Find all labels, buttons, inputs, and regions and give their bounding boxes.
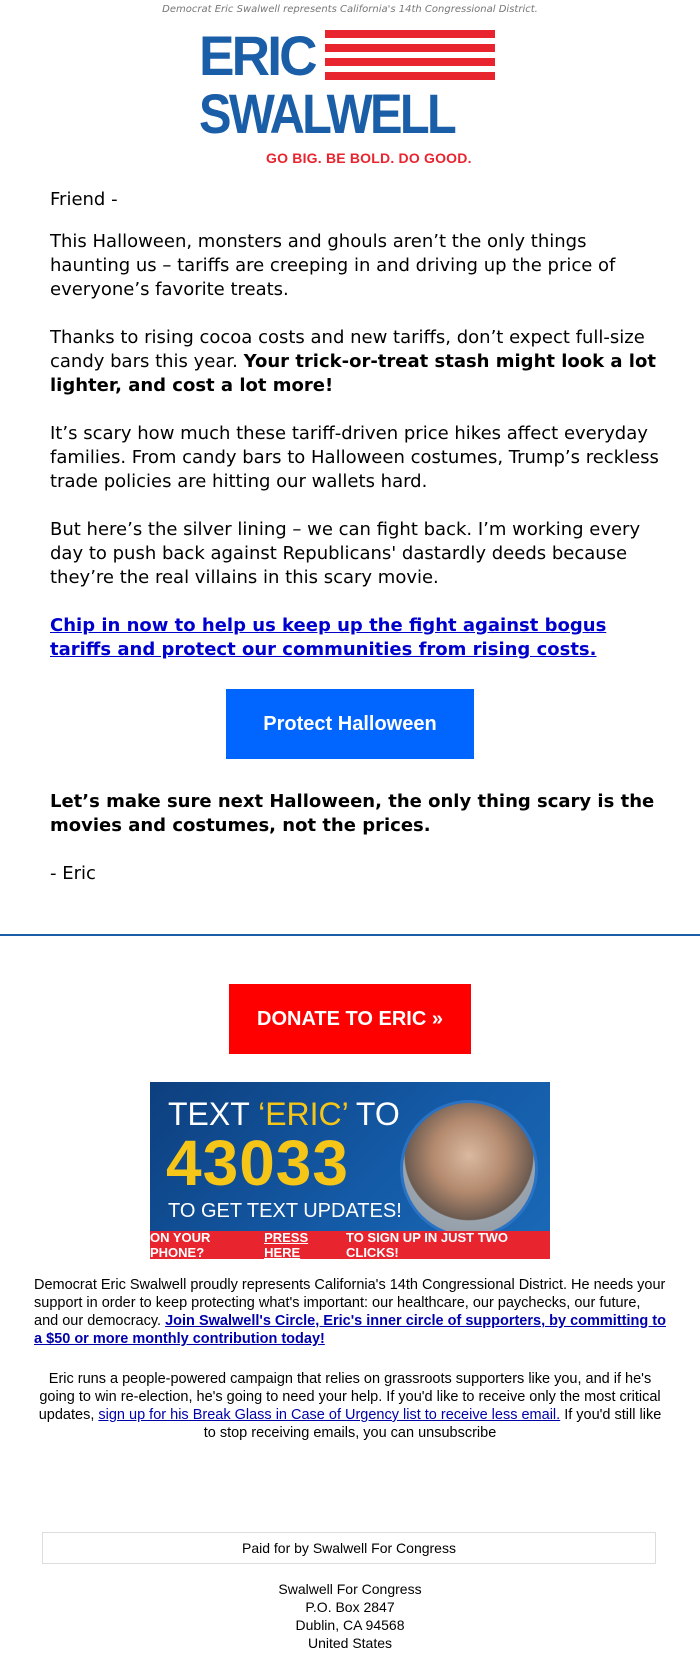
paid-for-box: Paid for by Swalwell For Congress xyxy=(42,1532,656,1564)
paragraph-3 xyxy=(50,422,660,494)
paragraph-2 xyxy=(50,326,660,398)
greeting-text: Friend - xyxy=(50,189,118,210)
address-line: P.O. Box 2847 xyxy=(305,1599,395,1615)
banner-phone-strip xyxy=(150,1231,550,1259)
closing-paragraph xyxy=(50,790,660,838)
strip-press-here: PRESS HERE xyxy=(264,1230,309,1259)
address-line: Swalwell For Congress xyxy=(278,1581,422,1597)
banner-keyword: ‘ERIC’ xyxy=(258,1096,348,1132)
strip-suffix: TO SIGN UP IN JUST TWO CLICKS! xyxy=(345,1230,509,1259)
paragraph-1-text: This Halloween, monsters and ghouls aren’t the only things haunting us – tariffs are creeping in and driving up the price of everyone’s favorite treats. xyxy=(50,231,616,300)
footer-p1-text: Democrat Eric Swalwell proudly represents California's 14th Congressional District. He needs your support in order to keep protecting what's important: our healthcare, our paychecks, our future, and our democracy. xyxy=(34,1277,666,1329)
section-divider xyxy=(0,934,700,936)
candidate-photo xyxy=(400,1100,538,1238)
banner-shortcode: 43033 xyxy=(166,1127,349,1199)
chip-in-paragraph xyxy=(50,614,660,662)
address-line: Dublin, CA 94568 xyxy=(295,1617,405,1633)
footer-paragraph-2 xyxy=(34,1370,666,1442)
paragraph-2-text xyxy=(50,326,660,398)
banner-text-prefix: TEXT xyxy=(168,1096,259,1132)
campaign-logo xyxy=(199,24,499,166)
strip-prefix: ON YOUR PHONE? xyxy=(150,1230,211,1259)
greeting xyxy=(50,188,660,212)
paragraph-1 xyxy=(50,230,660,302)
paragraph-2-plain: Thanks to rising cocoa costs and new tariffs, don’t expect full-size candy bars this year. xyxy=(50,327,645,372)
paragraph-4 xyxy=(50,518,660,590)
signoff xyxy=(50,862,660,886)
donate-button[interactable]: DONATE TO ERIC » xyxy=(229,984,471,1054)
paragraph-4-text: But here’s the silver lining – we can fight back. I’m working every day to push back against Republicans' dastardly deeds because they’re the real villains in this scary movie. xyxy=(50,519,641,588)
logo-last-name: SWALWELL xyxy=(199,82,455,145)
logo-stripe xyxy=(325,72,495,80)
banner-subline: TO GET TEXT UPDATES! xyxy=(168,1200,402,1222)
mailing-address xyxy=(0,1580,700,1652)
paragraph-2-bold: Your trick-or-treat stash might look a lot lighter, and cost a lot more! xyxy=(50,351,656,396)
paragraph-3-text: It’s scary how much these tariff-driven price hikes affect everyday families. From candy bars to Halloween costumes, Trump’s reckless trade policies are hitting our wallets hard. xyxy=(50,423,659,492)
logo-stripe xyxy=(325,58,495,66)
protect-halloween-button[interactable]: Protect Halloween xyxy=(226,689,474,759)
address-line: United States xyxy=(307,1635,393,1651)
break-glass-link[interactable]: sign up for his Break Glass in Case of Urgency list to receive less email. xyxy=(98,1407,561,1423)
swalwell-circle-link[interactable]: Join Swalwell's Circle, Eric's inner circle of supporters, by committing to a $50 or more monthly contribution today! xyxy=(34,1313,666,1347)
logo-stripe xyxy=(325,30,495,38)
footer-paragraph-1 xyxy=(34,1276,666,1348)
logo-stripe xyxy=(325,44,495,52)
logo-first-name: ERIC xyxy=(199,24,315,87)
logo-tagline: GO BIG. BE BOLD. DO GOOD. xyxy=(266,150,472,166)
footer-p2-text: Eric runs a people-powered campaign that relies on grassroots supporters like you, and if he's going to win re-election, he's going to need your help. If you'd like to receive only the most critical updates, xyxy=(38,1371,661,1423)
closing-text: Let’s make sure next Halloween, the only thing scary is the movies and costumes, not the prices. xyxy=(50,791,655,836)
chip-in-link[interactable]: Chip in now to help us keep up the fight against bogus tariffs and protect our communities from rising costs. xyxy=(50,615,607,660)
text-signup-banner[interactable] xyxy=(150,1082,550,1259)
signoff-text: - Eric xyxy=(50,863,96,884)
banner-text-suffix: TO xyxy=(347,1096,400,1132)
footer-p2-unsubscribe-text: If you'd still like to stop receiving emails, you can unsubscribe xyxy=(203,1407,662,1441)
preheader-text: Democrat Eric Swalwell represents California's 14th Congressional District. xyxy=(162,4,538,15)
